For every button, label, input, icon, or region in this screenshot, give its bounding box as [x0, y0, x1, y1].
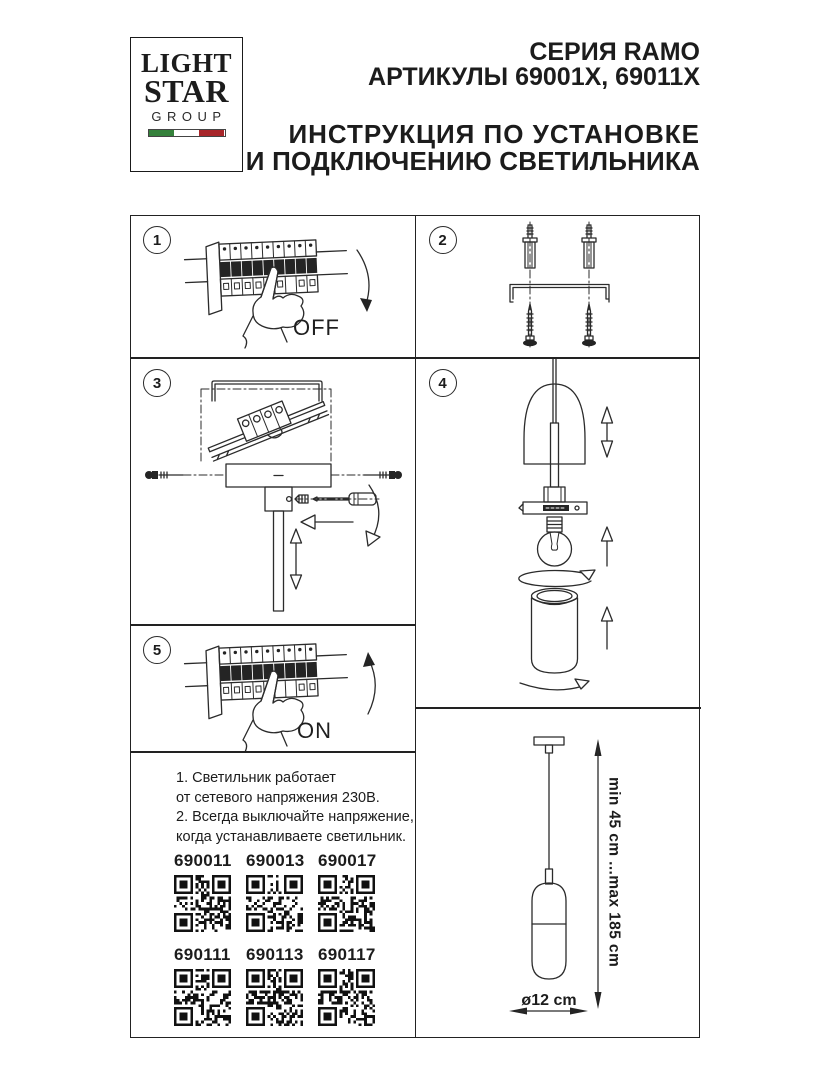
push-left-arrow: [301, 515, 353, 529]
qr-code: [174, 969, 231, 1026]
socket-block: [544, 487, 565, 502]
mounting-bracket: [510, 285, 609, 303]
on-label: ON: [297, 718, 332, 743]
suspension-wire: [553, 359, 556, 423]
qr-code: [246, 969, 303, 1026]
article-item: [174, 945, 246, 1026]
cylinder-shade: [531, 589, 577, 674]
up-arrow-bulb: [601, 527, 612, 566]
diameter-label: ø12 cm: [521, 992, 577, 1009]
capsule-shade: [532, 883, 566, 979]
height-range-label: min 45 cm ...max 185 cm: [605, 776, 623, 968]
rotate-arrow: [366, 485, 380, 546]
article-number: 690011: [174, 851, 232, 870]
step2-panel: [417, 216, 700, 357]
note-line: когда устанавливаете светильник.: [176, 828, 407, 845]
mounting-plate: [519, 502, 587, 514]
series-title: СЕРИЯ RAMO: [529, 38, 700, 66]
note-line: 1. Светильник работает: [176, 770, 336, 786]
article-item: [318, 945, 390, 1026]
anchors-bracket-drawing: [417, 216, 700, 357]
logo-star-text: STAR: [144, 72, 229, 109]
terminal-block: [202, 387, 329, 463]
step4-panel: [417, 359, 700, 707]
articles-title: АРТИКУЛЫ 69001X, 69011X: [368, 63, 700, 91]
bracket-hooks: [212, 381, 322, 401]
article-item: [246, 851, 318, 932]
step2-number: 2: [429, 226, 457, 254]
pointing-hand: [243, 671, 304, 751]
breaker-off-drawing: [131, 216, 414, 357]
qr-code: [318, 969, 375, 1026]
off-label: OFF: [293, 315, 340, 340]
rotate-up-arrow: [363, 652, 375, 714]
step5-panel: [131, 626, 414, 751]
note-line: от сетевого напряжения 230В.: [176, 789, 380, 806]
canopy-mounting-drawing: [131, 359, 414, 624]
shade-collar: [545, 869, 552, 884]
safety-notes: [176, 769, 414, 847]
ceiling-cup: [524, 384, 585, 464]
page-title-line2: И ПОДКЛЮЧЕНИЮ СВЕТИЛЬНИКА: [245, 146, 700, 176]
dimensions-panel: [417, 709, 700, 1039]
suspension-rod: [274, 511, 284, 611]
note-line: 2. Всегда выключайте напряжение,: [176, 809, 414, 825]
center-lines: [530, 222, 589, 350]
logo-light-text: LIGHT: [140, 48, 233, 78]
page-title-line1: ИНСТРУКЦИЯ ПО УСТАНОВКЕ: [288, 119, 700, 149]
article-number: 690111: [174, 945, 231, 964]
italian-flag-bar: [148, 129, 226, 137]
ceiling-plate: [534, 737, 564, 745]
flag-red: [199, 130, 224, 136]
logo-group-text: GROUP: [151, 109, 227, 125]
step1-panel: [131, 216, 414, 357]
flag-green: [149, 130, 174, 136]
pendant-dimensions-drawing: [417, 709, 700, 1039]
rotate-arrow-shade: [520, 679, 589, 690]
article-item: [246, 945, 318, 1026]
up-arrow-shade: [601, 607, 612, 649]
qr-code: [174, 875, 231, 932]
rod: [550, 423, 558, 487]
breaker-on-drawing: [131, 626, 414, 751]
rotate-down-arrow: [357, 250, 372, 312]
step3-panel: [131, 359, 414, 624]
lightstar-logo: [130, 37, 243, 172]
canopy-screw-left: [145, 471, 226, 479]
up-down-arrow: [601, 407, 612, 457]
qr-code: [318, 875, 375, 932]
article-item: [174, 851, 246, 932]
article-item: [318, 851, 390, 932]
qr-code: [246, 875, 303, 932]
article-number: 690017: [318, 851, 377, 870]
canopy-neck: [265, 487, 292, 511]
lamp-assembly-drawing: [417, 359, 700, 707]
step3-number: 3: [143, 369, 171, 397]
article-number: 690113: [246, 945, 304, 964]
instruction-grid: [130, 215, 700, 1038]
article-number: 690117: [318, 945, 376, 964]
canopy-screw-right: [331, 471, 402, 479]
up-down-arrow: [291, 529, 302, 589]
article-number: 690013: [246, 851, 305, 870]
rotate-arrow-bulb: [518, 570, 594, 587]
step1-number: 1: [143, 226, 171, 254]
qr-grid: [174, 851, 390, 1026]
notes-panel: [131, 753, 414, 1039]
height-dimension-line: [594, 739, 601, 1009]
flag-white: [174, 130, 199, 136]
step4-number: 4: [429, 369, 457, 397]
light-bulb: [537, 517, 571, 566]
step5-number: 5: [143, 636, 171, 664]
